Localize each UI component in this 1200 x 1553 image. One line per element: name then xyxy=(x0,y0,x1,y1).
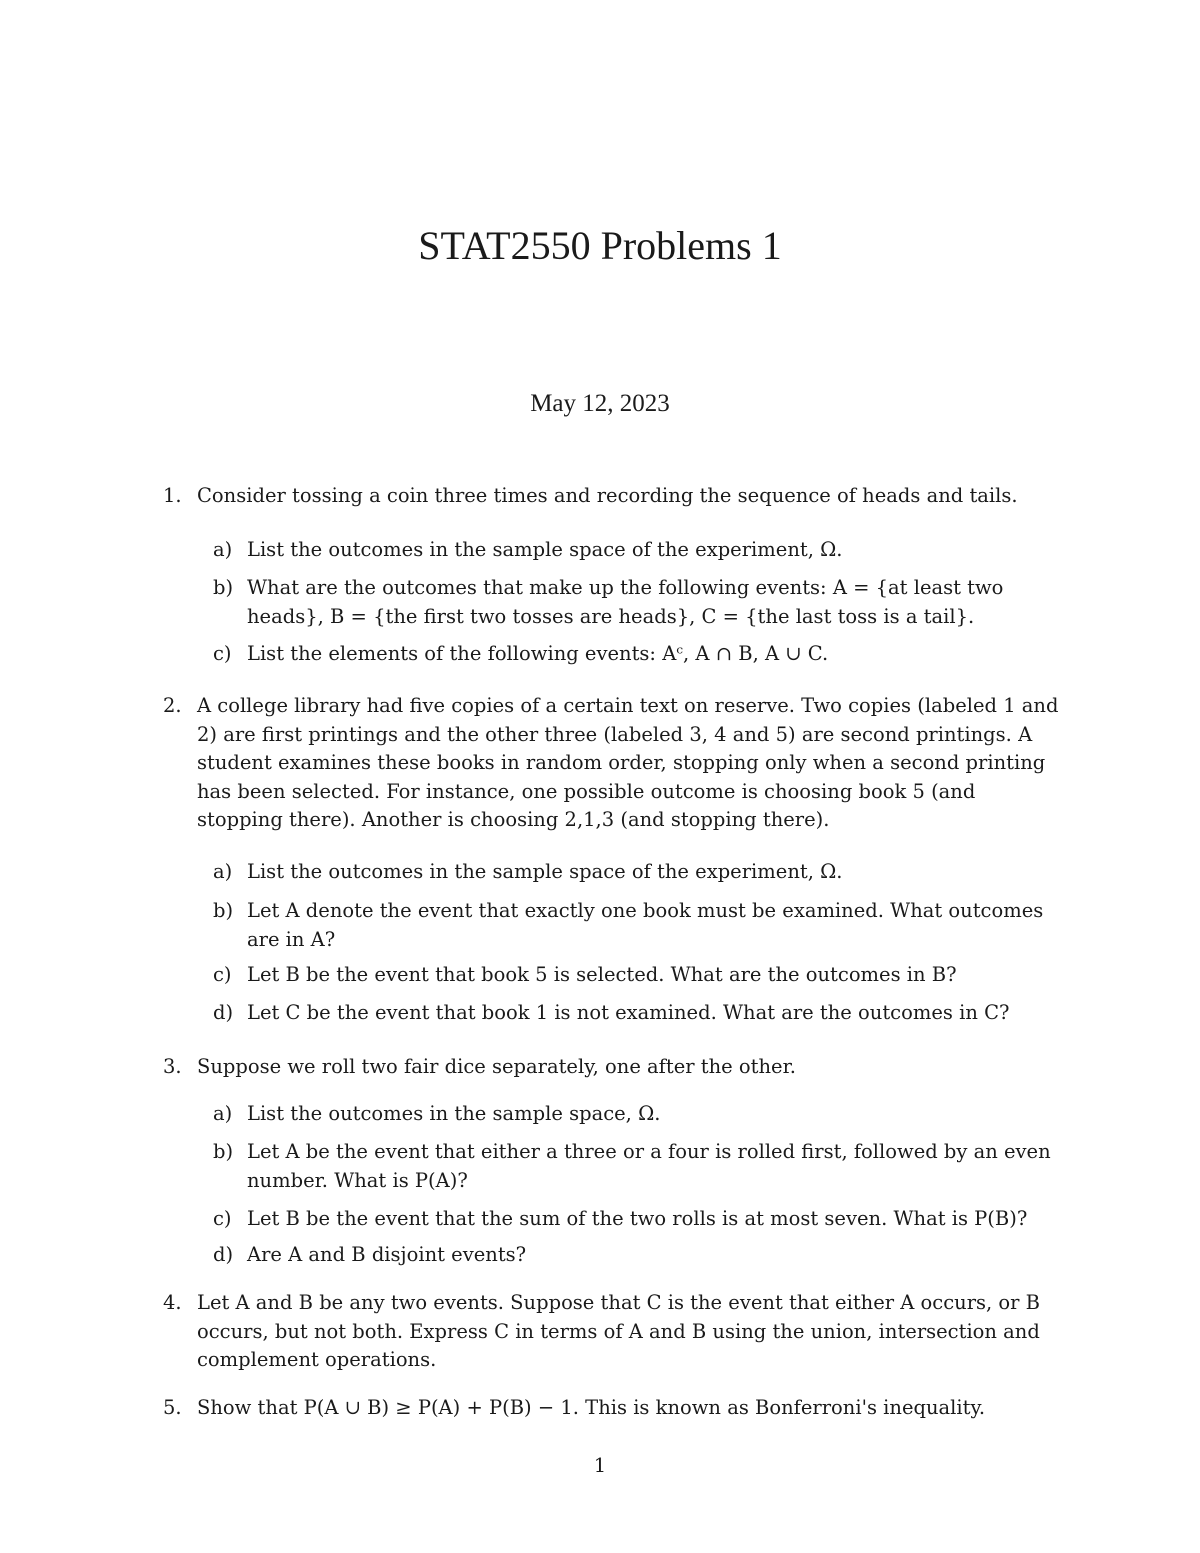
part-text: What are the outcomes that make up the following events: A = {at least two heads}, B = {the first two tosses are heads}, C = {the last toss is a tail}. xyxy=(247,576,1004,628)
part-label: c) xyxy=(213,1207,232,1230)
part-text: Are A and B disjoint events? xyxy=(247,1243,527,1266)
part-label: c) xyxy=(213,642,232,665)
part-text: Let A be the event that either a three or a four is rolled first, followed by an even number. What is P(A)? xyxy=(247,1140,1051,1192)
part-label: d) xyxy=(213,1001,234,1024)
problem-number: 4. xyxy=(163,1291,182,1314)
part-label: b) xyxy=(213,576,234,599)
part-label: a) xyxy=(213,538,233,561)
problem-number: 1. xyxy=(163,484,182,507)
part-text: List the outcomes in the sample space of the experiment, Ω. xyxy=(247,860,843,883)
page-date: May 12, 2023 xyxy=(530,390,670,417)
part-text: Let B be the event that the sum of the two rolls is at most seven. What is P(B)? xyxy=(247,1207,1028,1230)
problem-stem: Let A and B be any two events. Suppose that C is the event that either A occurs, or B occurs, but not both. Express C in terms of A and B using the union, intersection and complement operations. xyxy=(197,1291,1041,1371)
problem-stem: Suppose we roll two fair dice separately, one after the other. xyxy=(197,1055,796,1078)
part-text: Let B be the event that book 5 is selected. What are the outcomes in B? xyxy=(247,963,957,986)
part-label: a) xyxy=(213,1102,233,1125)
page-title: STAT2550 Problems 1 xyxy=(418,223,782,268)
part-label: d) xyxy=(213,1243,234,1266)
part-label: b) xyxy=(213,1140,234,1163)
part-label: c) xyxy=(213,963,232,986)
problem-stem: Show that P(A ∪ B) ≥ P(A) + P(B) − 1. This is known as Bonferroni's inequality. xyxy=(197,1396,986,1419)
problem-number: 3. xyxy=(163,1055,182,1078)
part-text: Let A denote the event that exactly one book must be examined. What outcomes are in A? xyxy=(247,899,1044,951)
problem-number: 5. xyxy=(163,1396,182,1419)
part-text: List the outcomes in the sample space, Ω. xyxy=(247,1102,661,1125)
problem-stem: Consider tossing a coin three times and recording the sequence of heads and tails. xyxy=(197,484,1018,507)
problem-number: 2. xyxy=(163,694,182,717)
part-label: b) xyxy=(213,899,234,922)
page-number: 1 xyxy=(593,1454,607,1477)
part-text: List the outcomes in the sample space of the experiment, Ω. xyxy=(247,538,843,561)
part-text: Let C be the event that book 1 is not examined. What are the outcomes in C? xyxy=(247,1001,1010,1024)
problem-stem: A college library had five copies of a certain text on reserve. Two copies (labeled 1 and 2) are first printings and the other three (labeled 3, 4 and 5) are second printings. A student examines these books in random order, stopping only when a second printing has been selected. For instance, one possible outcome is choosing book 5 (and stopping there). Another is choosing 2,1,3 (and stopping there). xyxy=(197,694,1059,831)
part-label: a) xyxy=(213,860,233,883)
part-text: List the elements of the following events: Aᶜ, A ∩ B, A ∪ C. xyxy=(247,642,829,665)
